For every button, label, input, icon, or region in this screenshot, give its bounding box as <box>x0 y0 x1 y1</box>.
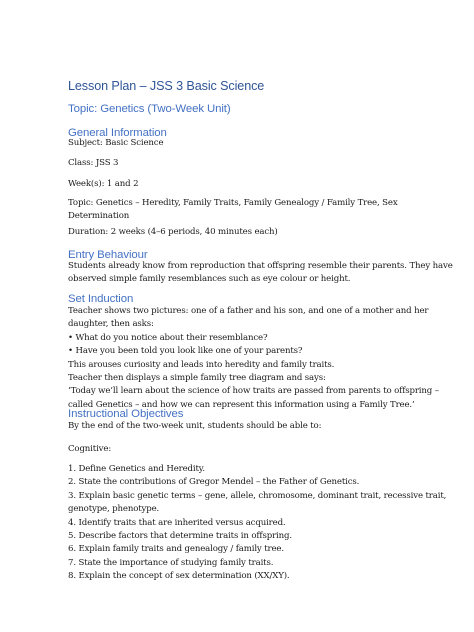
document-title: Lesson Plan – JSS 3 Basic Science <box>68 79 265 93</box>
subject-line: Subject: Basic Science <box>68 138 164 148</box>
duration-line: Duration: 2 weeks (4–6 periods, 40 minutes each) <box>68 227 278 237</box>
general-information-heading: General Information <box>68 127 167 139</box>
objective-item: genotype, phenotype. <box>68 504 160 515</box>
set-induction-line: daughter, then asks: <box>68 319 154 330</box>
objectives-intro: By the end of the two-week unit, students should be able to: <box>68 421 322 431</box>
weeks-line: Week(s): 1 and 2 <box>68 179 139 189</box>
objective-item: 1. Define Genetics and Heredity. <box>68 464 205 474</box>
set-induction-line: Teacher then displays a simple family tree diagram and says: <box>68 373 326 384</box>
topic-paragraph <box>68 197 398 224</box>
objective-item: 8. Explain the concept of sex determination (XX/XY). <box>68 571 290 582</box>
set-induction-bullet: • Have you been told you look like one of your parents? <box>68 346 303 357</box>
set-induction-line: This arouses curiosity and leads into heredity and family traits. <box>68 359 335 370</box>
topic-line: Determination <box>68 211 130 222</box>
objective-item: 3. Explain basic genetic terms – gene, allele, chromosome, dominant trait, recessive trait, <box>68 490 447 501</box>
objectives-list <box>68 463 446 584</box>
objective-item: 2. State the contributions of Gregor Mendel – the Father of Genetics. <box>68 477 360 488</box>
entry-behaviour-paragraph <box>68 260 453 287</box>
set-induction-bullet: • What do you notice about their resemblance? <box>68 332 268 343</box>
objective-item: 7. State the importance of studying family traits. <box>68 557 274 568</box>
set-induction-line: called Genetics – and how we can represent this information using a Family Tree.’ <box>68 399 415 410</box>
set-induction-paragraph <box>68 305 439 412</box>
topic-heading: Topic: Genetics (Two-Week Unit) <box>68 103 231 115</box>
entry-line: Students already know from reproduction that offspring resemble their parents. They have <box>68 261 453 271</box>
objective-item: 4. Identify traits that are inherited versus acquired. <box>68 517 286 528</box>
objective-item: 5. Describe factors that determine traits in offspring. <box>68 531 292 542</box>
set-induction-heading: Set Induction <box>68 293 134 305</box>
entry-behaviour-heading: Entry Behaviour <box>68 249 148 261</box>
instructional-objectives-heading: Instructional Objectives <box>68 408 184 420</box>
class-line: Class: JSS 3 <box>68 158 119 168</box>
entry-line: observed simple family resemblances such as eye colour or height. <box>68 274 351 285</box>
set-induction-line: ‘Today we’ll learn about the science of how traits are passed from parents to offspring – <box>68 386 439 397</box>
cognitive-label: Cognitive: <box>68 444 112 454</box>
topic-line: Topic: Genetics – Heredity, Family Traits, Family Genealogy / Family Tree, Sex <box>68 198 398 208</box>
set-induction-line: Teacher shows two pictures: one of a father and his son, and one of a mother and her <box>68 306 429 316</box>
objective-item: 6. Explain family traits and genealogy / family tree. <box>68 544 284 555</box>
